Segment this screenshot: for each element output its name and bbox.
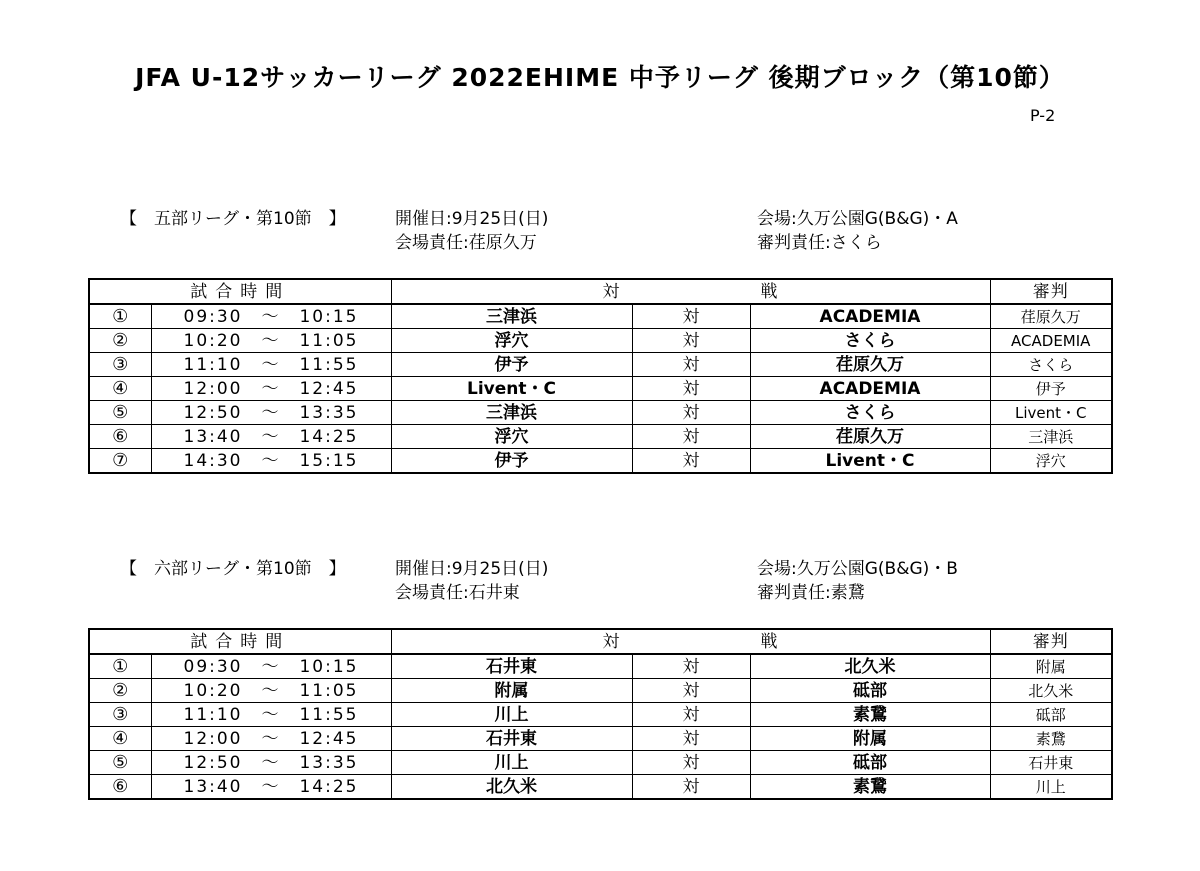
home-team: 伊予 (391, 449, 632, 474)
match-date: 開催日:9月25日(日) (395, 209, 549, 229)
away-team: ACADEMIA (750, 377, 990, 401)
match-date: 開催日:9月25日(日) (395, 559, 549, 579)
header-match-right: 戦 (760, 281, 779, 302)
away-team: 荏原久万 (750, 425, 990, 449)
vs-label: 対 (632, 353, 750, 377)
match-number: ① (89, 654, 151, 679)
vs-label: 対 (632, 304, 750, 329)
vs-label: 対 (632, 654, 750, 679)
vs-label: 対 (632, 329, 750, 353)
home-team: 石井東 (391, 727, 632, 751)
referee-team: 荏原久万 (990, 304, 1112, 329)
referee-team: 石井東 (990, 751, 1112, 775)
match-time: 12:50 ～ 13:35 (151, 401, 391, 425)
away-team: 附属 (750, 727, 990, 751)
match-time: 14:30 ～ 15:15 (151, 449, 391, 474)
table-row (89, 304, 1112, 329)
vs-label: 対 (632, 449, 750, 474)
schedule-table (88, 628, 1113, 800)
home-team: 三津浜 (391, 304, 632, 329)
vs-label: 対 (632, 377, 750, 401)
page-title: JFA U-12サッカーリーグ 2022EHIME 中予リーグ 後期ブロック（第10節） (135, 63, 1065, 92)
match-time: 13:40 ～ 14:25 (151, 425, 391, 449)
header-time: 試合時間 (89, 279, 391, 304)
away-team: さくら (750, 401, 990, 425)
vs-label: 対 (632, 703, 750, 727)
header-referee: 審判 (990, 629, 1112, 654)
away-team: さくら (750, 329, 990, 353)
venue-manager: 会場責任:荏原久万 (395, 233, 537, 253)
referee-team: ACADEMIA (990, 329, 1112, 353)
table-row (89, 401, 1112, 425)
referee-manager: 審判責任:さくら (757, 233, 882, 253)
vs-label: 対 (632, 679, 750, 703)
match-number: ② (89, 329, 151, 353)
header-time: 試合時間 (89, 629, 391, 654)
referee-manager: 審判責任:素鵞 (757, 583, 865, 603)
match-number: ⑥ (89, 775, 151, 800)
header-referee: 審判 (990, 279, 1112, 304)
match-time: 10:20 ～ 11:05 (151, 329, 391, 353)
referee-team: 素鵞 (990, 727, 1112, 751)
referee-team: 川上 (990, 775, 1112, 800)
table-row (89, 377, 1112, 401)
header-match (391, 629, 990, 654)
home-team: Livent・C (391, 377, 632, 401)
venue: 会場:久万公園G(B&G)・A (757, 209, 958, 229)
match-time: 12:00 ～ 12:45 (151, 377, 391, 401)
vs-label: 対 (632, 727, 750, 751)
match-number: ④ (89, 727, 151, 751)
vs-label: 対 (632, 775, 750, 800)
venue-manager: 会場責任:石井東 (395, 583, 520, 603)
match-time: 12:00 ～ 12:45 (151, 727, 391, 751)
header-match-left: 対 (602, 281, 621, 302)
table-row (89, 679, 1112, 703)
table-row (89, 751, 1112, 775)
match-time: 11:10 ～ 11:55 (151, 353, 391, 377)
schedule-table (88, 278, 1113, 474)
league-name: 【 六部リーグ・第10節 】 (120, 559, 346, 579)
vs-label: 対 (632, 751, 750, 775)
match-number: ② (89, 679, 151, 703)
table-row (89, 449, 1112, 474)
vs-label: 対 (632, 401, 750, 425)
header-match-right: 戦 (760, 631, 779, 652)
table-header-row (89, 629, 1112, 654)
match-time: 09:30 ～ 10:15 (151, 304, 391, 329)
away-team: 砥部 (750, 751, 990, 775)
match-number: ⑤ (89, 751, 151, 775)
home-team: 浮穴 (391, 425, 632, 449)
table-row (89, 329, 1112, 353)
home-team: 北久米 (391, 775, 632, 800)
match-time: 09:30 ～ 10:15 (151, 654, 391, 679)
match-number: ⑦ (89, 449, 151, 474)
referee-team: 附属 (990, 654, 1112, 679)
away-team: ACADEMIA (750, 304, 990, 329)
match-number: ④ (89, 377, 151, 401)
home-team: 川上 (391, 751, 632, 775)
match-time: 12:50 ～ 13:35 (151, 751, 391, 775)
table-row (89, 727, 1112, 751)
table-row (89, 425, 1112, 449)
league-name: 【 五部リーグ・第10節 】 (120, 209, 346, 229)
table-row (89, 775, 1112, 800)
table-row (89, 353, 1112, 377)
match-number: ⑥ (89, 425, 151, 449)
page-number: P-2 (1030, 106, 1056, 125)
home-team: 三津浜 (391, 401, 632, 425)
referee-team: さくら (990, 353, 1112, 377)
referee-team: 北久米 (990, 679, 1112, 703)
referee-team: 伊予 (990, 377, 1112, 401)
match-time: 13:40 ～ 14:25 (151, 775, 391, 800)
match-number: ① (89, 304, 151, 329)
away-team: 砥部 (750, 679, 990, 703)
away-team: 荏原久万 (750, 353, 990, 377)
away-team: Livent・C (750, 449, 990, 474)
vs-label: 対 (632, 425, 750, 449)
away-team: 素鵞 (750, 703, 990, 727)
header-match-left: 対 (602, 631, 621, 652)
match-time: 11:10 ～ 11:55 (151, 703, 391, 727)
home-team: 石井東 (391, 654, 632, 679)
home-team: 川上 (391, 703, 632, 727)
referee-team: 三津浜 (990, 425, 1112, 449)
away-team: 北久米 (750, 654, 990, 679)
match-number: ③ (89, 703, 151, 727)
home-team: 附属 (391, 679, 632, 703)
referee-team: 砥部 (990, 703, 1112, 727)
match-time: 10:20 ～ 11:05 (151, 679, 391, 703)
match-number: ③ (89, 353, 151, 377)
home-team: 伊予 (391, 353, 632, 377)
table-row (89, 654, 1112, 679)
home-team: 浮穴 (391, 329, 632, 353)
match-number: ⑤ (89, 401, 151, 425)
venue: 会場:久万公園G(B&G)・B (757, 559, 958, 579)
referee-team: 浮穴 (990, 449, 1112, 474)
referee-team: Livent・C (990, 401, 1112, 425)
away-team: 素鵞 (750, 775, 990, 800)
table-row (89, 703, 1112, 727)
